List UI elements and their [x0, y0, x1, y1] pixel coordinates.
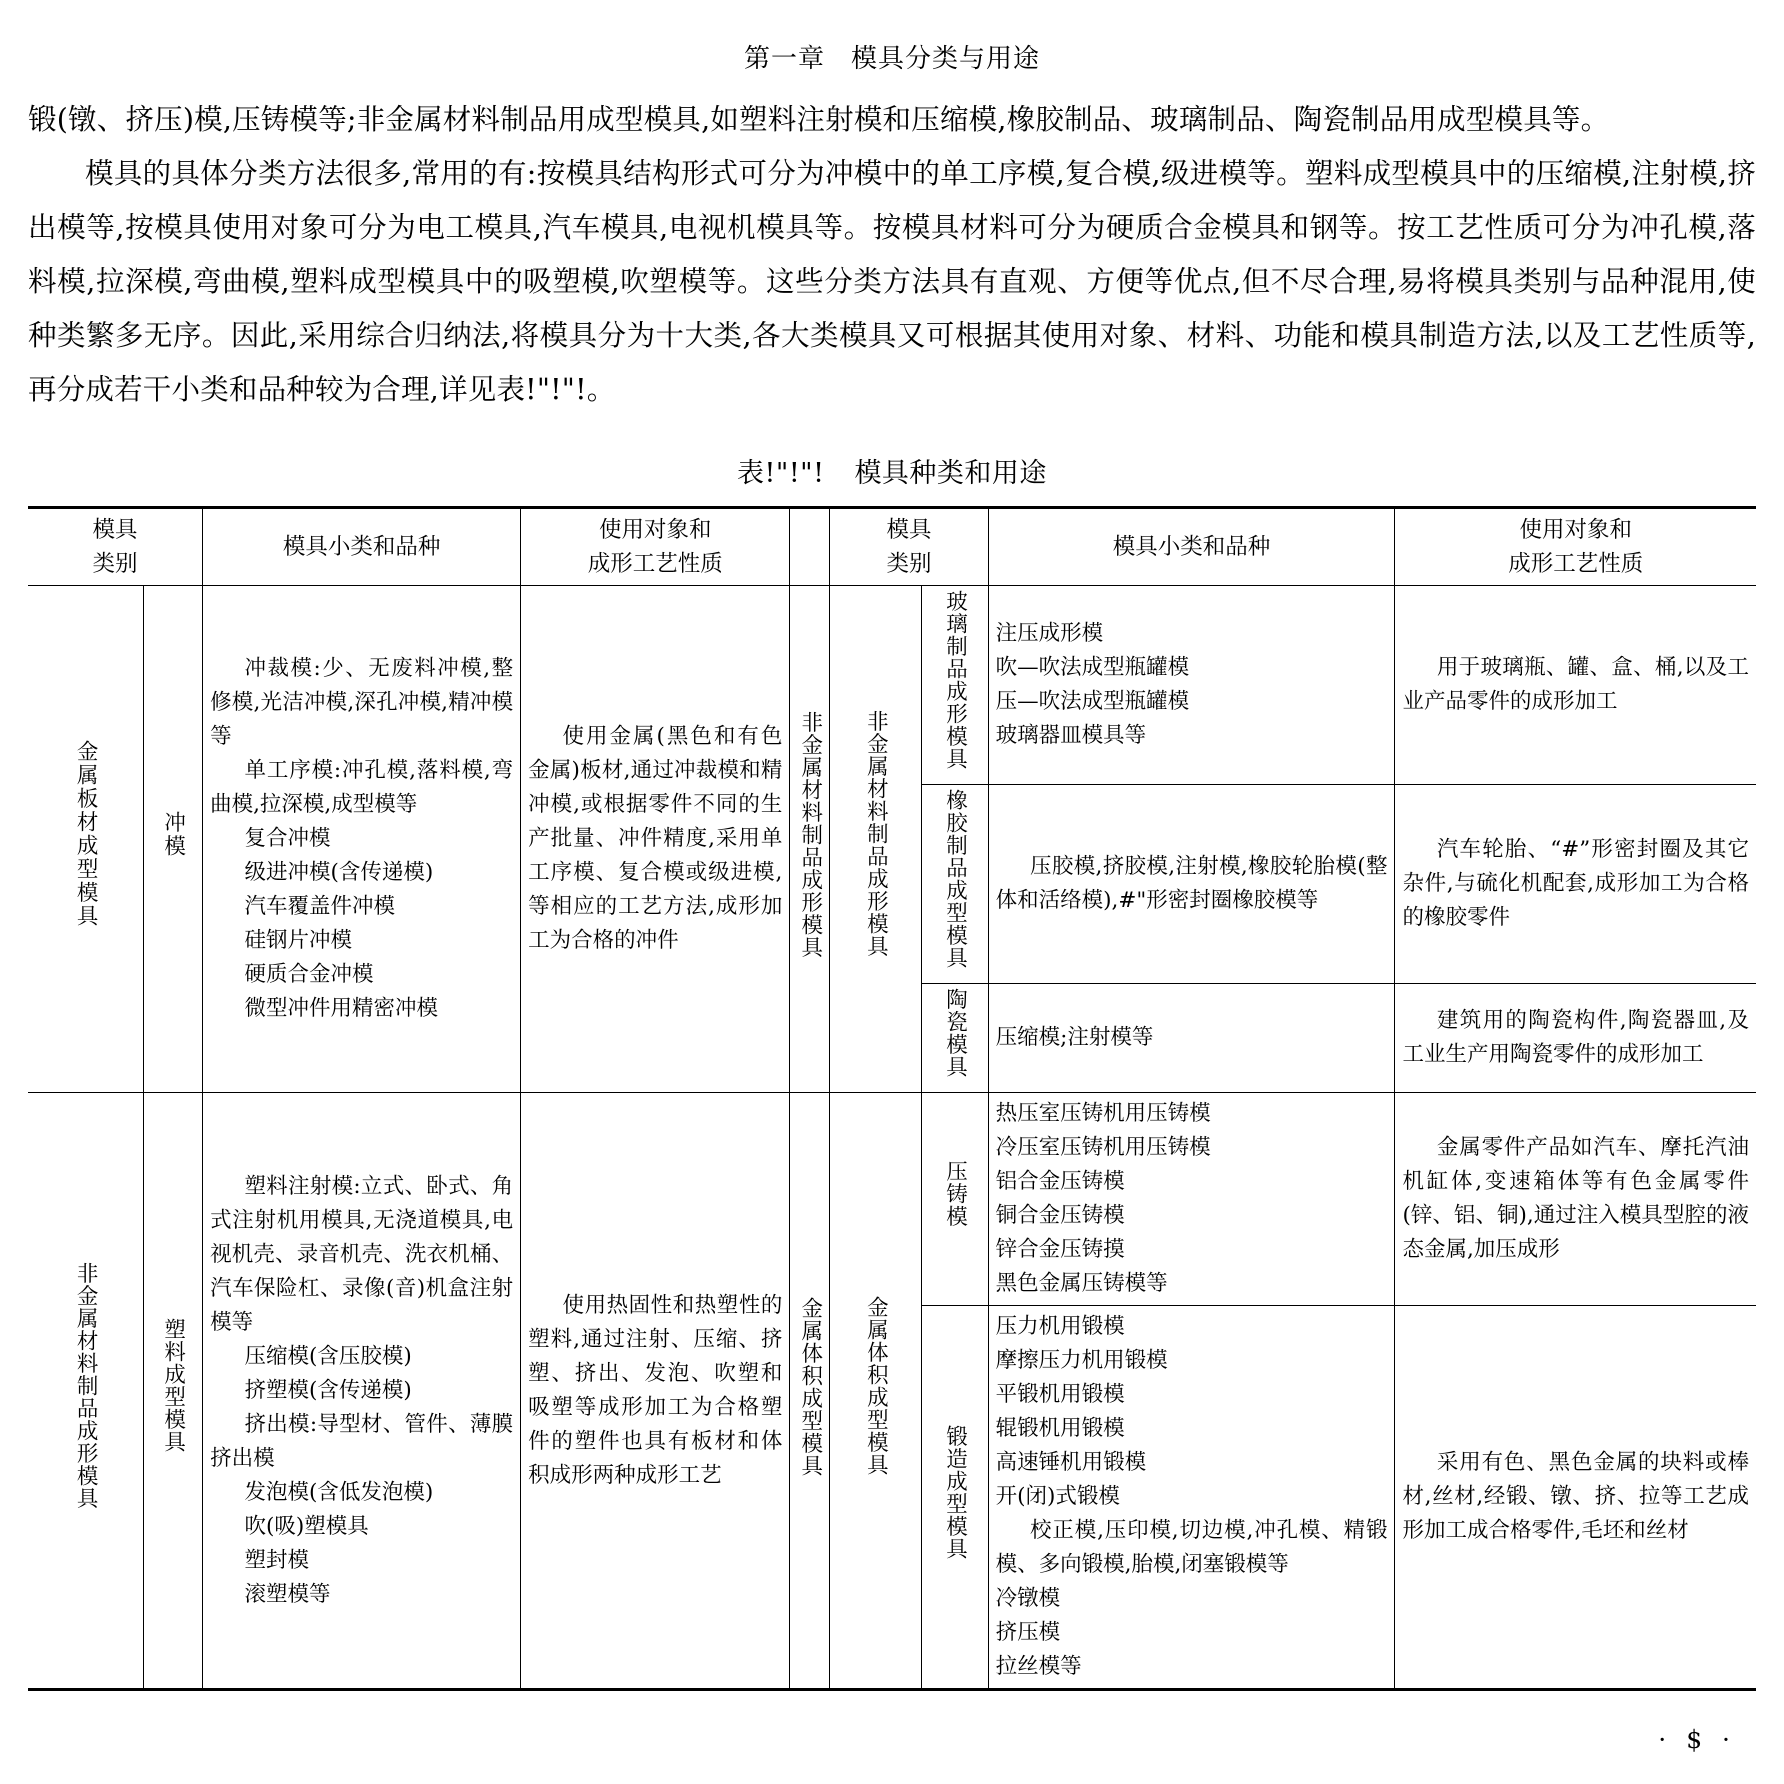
list-item: 冲裁模:少、无废料冲模,整修模,光洁冲模,深孔冲模,精冲模等	[210, 656, 514, 749]
right-category-nonmetal-group	[830, 586, 922, 1093]
list-item: 发泡模(含低发泡模)	[244, 1479, 434, 1505]
header-subtypes-right: 模具小类和品种	[988, 508, 1395, 586]
list-item: 挤压模	[995, 1620, 1061, 1645]
paragraph-1: 锻(镦、挤压)模,压铸模等;非金属材料制品用成型模具,如塑料注射模和压缩模,橡胶制品、玻璃制品、陶瓷制品用成型模具等。	[28, 103, 1610, 136]
header-subtypes-left: 模具小类和品种	[203, 508, 521, 586]
list-item: 冷镦模	[995, 1586, 1061, 1611]
table-caption-label: 表!"!"!	[737, 458, 825, 489]
right-category-metal-volume-group	[830, 1093, 922, 1690]
header-usage-right	[1395, 508, 1756, 586]
table-row	[28, 586, 1756, 785]
list-item: 硬质合金冲模	[244, 962, 374, 987]
list-item: 辊锻机用锻模	[995, 1416, 1125, 1441]
list-item: 玻璃器皿模具等	[995, 723, 1147, 748]
divider-column-header	[790, 508, 830, 586]
right-category-diecast-label: 压铸模	[942, 1160, 968, 1228]
right-category-forging	[922, 1306, 989, 1690]
right-items-forging	[988, 1306, 1395, 1690]
right-usage-rubber: 汽车轮胎、“#”形密封圈及其它杂件,与硫化机配套,成形加工为合格的橡胶零件	[1395, 785, 1756, 984]
right-items-ceramic	[988, 984, 1395, 1093]
left-usage-stamping: 使用金属(黑色和有色金属)板材,通过冲裁模和精冲模,或根据零件不同的生产批量、冲件精度,采用单工序模、复合模或级进模,等相应的工艺方法,成形加工为合格的冲件	[521, 586, 790, 1093]
left-usage-plastic: 使用热固性和热塑性的塑料,通过注射、压缩、挤塑、挤出、发泡、吹塑和吸塑等成形加工为合格塑件的塑件也具有板材和体积成形两种成形工艺	[521, 1093, 790, 1690]
right-usage-forging: 采用有色、黑色金属的块料或棒材,丝材,经锻、镦、挤、拉等工艺成形加工成合格零件,毛坯和丝材	[1395, 1306, 1756, 1690]
list-item: 吹(吸)塑模具	[244, 1513, 369, 1539]
header-usage-right-line1: 使用对象和	[1519, 517, 1632, 543]
mold-classification-table	[28, 506, 1756, 1691]
header-usage-left	[521, 508, 790, 586]
right-category-rubber	[922, 785, 989, 984]
left-items-stamping	[203, 586, 521, 1093]
right-category-ceramic-label: 陶瓷模具	[942, 988, 968, 1078]
list-item: 高速锤机用锻模	[995, 1450, 1147, 1475]
header-category-right-line1: 模具	[886, 517, 932, 543]
table-row	[28, 1093, 1756, 1306]
right-category-glass-label: 玻璃制品成形模具	[942, 590, 968, 770]
header-category-right-line2: 类别	[886, 551, 932, 577]
divider-label-metal-volume: 金属体积成型模具	[797, 1296, 823, 1477]
right-usage-diecast: 金属零件产品如汽车、摩托汽油机缸体,变速箱体等有色金属零件(锌、铝、铜),通过注入模具型腔的液态金属,加压成形	[1395, 1093, 1756, 1306]
table-header-row	[28, 508, 1756, 586]
right-category-nonmetal-label: 非金属材料制品成形模具	[863, 710, 889, 958]
left-items-plastic	[203, 1093, 521, 1690]
right-items-glass	[988, 586, 1395, 785]
list-item: 硅钢片冲模	[244, 928, 352, 953]
list-item: 挤塑模(含传递模)	[244, 1377, 412, 1403]
right-category-forging-label: 锻造成型模具	[942, 1424, 968, 1560]
list-item: 塑封模	[244, 1547, 309, 1573]
list-item: 挤出模:导型材、管件、薄膜挤出模	[210, 1411, 514, 1471]
divider-column-metal-volume	[790, 1093, 830, 1690]
list-item: 校正模,压印模,切边模,冲孔模、精锻模、多向锻模,胎模,闭塞锻模等	[995, 1518, 1388, 1577]
header-category-right	[830, 508, 988, 586]
list-item: 铝合金压铸模	[995, 1169, 1125, 1194]
header-category-left-line1: 模具	[92, 517, 138, 543]
right-usage-ceramic: 建筑用的陶瓷构件,陶瓷器皿,及工业生产用陶瓷零件的成形加工	[1395, 984, 1756, 1093]
right-items-diecast	[988, 1093, 1395, 1306]
header-usage-left-line2: 成形工艺性质	[587, 551, 723, 577]
chapter-number: 第一章	[743, 44, 825, 74]
divider-label-nonmetal: 非金属材料制品成形模具	[797, 711, 823, 959]
running-head	[28, 0, 1756, 81]
list-item: 级进冲模(含传递模)	[244, 860, 434, 885]
chapter-title: 模具分类与用途	[851, 44, 1041, 74]
list-item: 拉丝模等	[995, 1654, 1082, 1679]
right-category-glass	[922, 586, 989, 785]
list-item: 单工序模:冲孔模,落料模,弯曲模,拉深模,成型模等	[210, 758, 514, 817]
list-item: 汽车覆盖件冲模	[244, 894, 395, 919]
list-item: 注压成形模	[995, 621, 1104, 646]
right-items-rubber	[988, 785, 1395, 984]
right-category-metal-volume-label: 金属体积成型模具	[863, 1295, 889, 1476]
table-caption	[28, 451, 1756, 490]
list-item: 热压室压铸机用压铸模	[995, 1101, 1211, 1126]
table-caption-title: 模具种类和用途	[854, 458, 1047, 489]
list-item: 压力机用锻模	[995, 1314, 1125, 1339]
list-item: 压胶模,挤胶模,注射模,橡胶轮胎模(整体和活络模),#"形密封圈橡胶模等	[995, 854, 1388, 913]
body-text	[28, 81, 1756, 417]
divider-column-nonmetal	[790, 586, 830, 1093]
list-item: 滚塑模等	[244, 1581, 331, 1607]
list-item: 复合冲模	[244, 826, 331, 851]
left-subcategory-stamping	[143, 586, 202, 1093]
list-item: 开(闭)式锻模	[995, 1484, 1120, 1509]
list-item: 压缩模;注射模等	[995, 1025, 1154, 1050]
list-item: 塑料注射模:立式、卧式、角式注射机用模具,无浇道模具,电视机壳、录音机壳、洗衣机桶、汽车保险杠、录像(音)机盒注射模等	[210, 1173, 514, 1335]
left-category-nonmetal-label: 非金属材料制品成形模具	[73, 1261, 99, 1510]
list-item: 冷压室压铸机用压铸模	[995, 1135, 1211, 1160]
list-item: 铜合金压铸模	[995, 1203, 1125, 1228]
list-item: 摩擦压力机用锻模	[995, 1348, 1168, 1373]
list-item: 锌合金压铸摸	[995, 1237, 1125, 1262]
list-item: 平锻机用锻模	[995, 1382, 1125, 1407]
right-category-rubber-label: 橡胶制品成型模具	[942, 789, 968, 969]
left-category-nonmetal	[28, 1093, 143, 1690]
right-category-ceramic	[922, 984, 989, 1093]
page-number: · $ ·	[1658, 1725, 1736, 1754]
list-item: 压缩模(含压胶模)	[244, 1343, 412, 1369]
left-subcategory-plastic-label: 塑料成型模具	[160, 1318, 186, 1453]
list-item: 吹—吹法成型瓶罐模	[995, 655, 1190, 680]
right-category-diecast	[922, 1093, 989, 1306]
list-item: 微型冲件用精密冲模	[244, 996, 438, 1021]
paragraph-2: 模具的具体分类方法很多,常用的有:按模具结构形式可分为冲模中的单工序模,复合模,级进模等。塑料成型模具中的压缩模,注射模,挤出模等,按模具使用对象可分为电工模具,汽车模具,电视机模具等。按模具材料可分为硬质合金模具和钢等。按工艺性质可分为冲孔模,落料模,拉深模,弯曲模,塑料成型模具中的吸塑模,吹塑模等。这些分类方法具有直观、方便等优点,但不尽合理,易将模具类别与品种混用,使种类繁多无序。因此,采用综合归纳法,将模具分为十大类,各大类模具又可根据其使用对象、材料、功能和模具制造方法,以及工艺性质等,再分成若干小类和品种较为合理,详见表!"!"!。	[28, 157, 1756, 406]
left-subcategory-plastic	[143, 1093, 202, 1690]
left-category-metal-sheet	[28, 586, 143, 1093]
header-category-left-line2: 类别	[92, 551, 138, 577]
header-usage-right-line2: 成形工艺性质	[1508, 551, 1644, 577]
header-category-left	[28, 508, 203, 586]
left-category-metal-sheet-label: 金属板材成型模具	[73, 740, 99, 928]
left-subcategory-stamping-label: 冲模	[160, 810, 186, 858]
right-usage-glass: 用于玻璃瓶、罐、盒、桶,以及工业产品零件的成形加工	[1395, 586, 1756, 785]
header-usage-left-line1: 使用对象和	[599, 517, 712, 543]
list-item: 黑色金属压铸模等	[995, 1271, 1168, 1296]
list-item: 压—吹法成型瓶罐模	[995, 689, 1190, 714]
